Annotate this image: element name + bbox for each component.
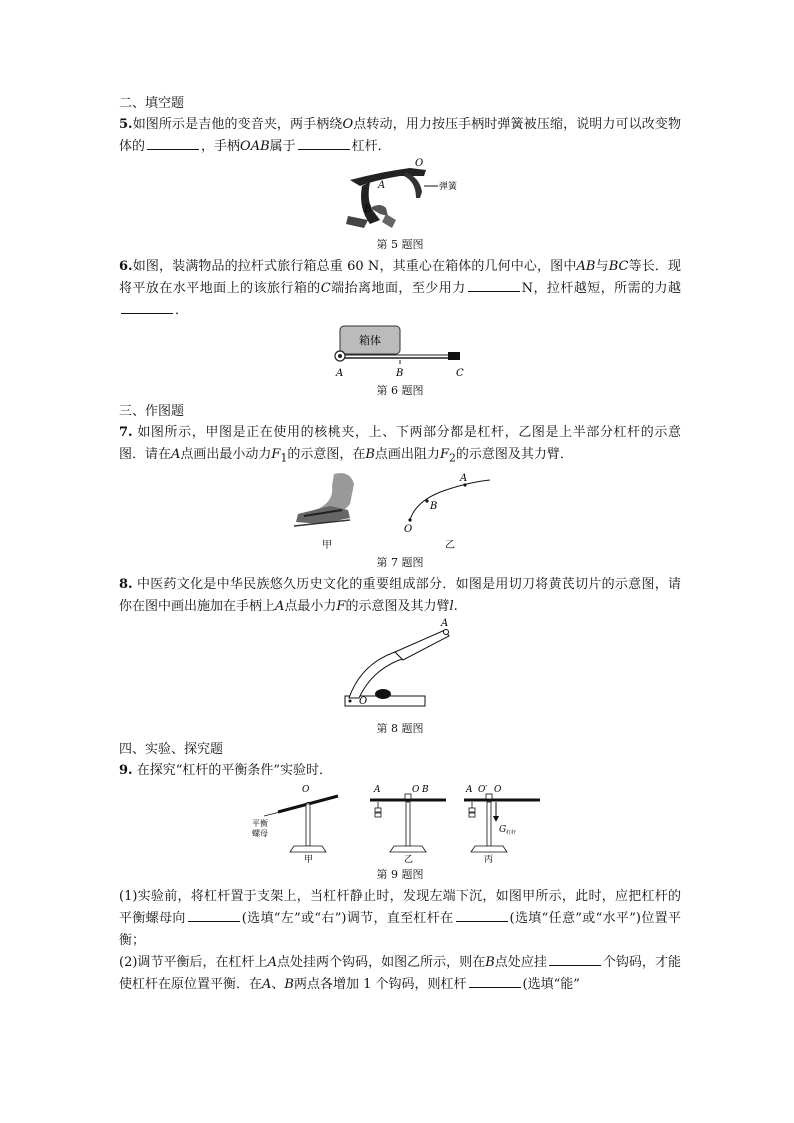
- question-9-part-1: (1)实验前，将杠杆置于支架上，当杠杆静止时，发现左端下沉，如图甲所示，此时，应把杠杆的平衡螺母向 (选填“左”或“右”)调节，直至杠杆在 (选填“任意”或“水平”)位置平衡；: [119, 888, 681, 948]
- question-5: 5.如图所示是吉他的变音夹，两手柄绕O点转动，用力按压手柄时弹簧被压缩，说明力可以改变物体的 ，手柄OAB属于 杠杆．: [119, 117, 681, 154]
- label-B: B: [430, 500, 438, 512]
- question-7: 7. 如图所示，甲图是正在使用的核桃夹，上、下两部分都是杠杆，乙图是上半部分杠杆的示意图．请在A点画出最小动力$F_1$的示意图，在B点画出阻力$F_2$的示意图及其力臂．: [119, 425, 681, 465]
- label-C: C: [456, 368, 464, 379]
- section-fill-in: 二、填空题: [119, 96, 185, 111]
- label-O-jia: O: [302, 784, 310, 795]
- label-jia: 甲: [322, 539, 332, 551]
- label-yi: 乙: [445, 539, 455, 551]
- label-A-bing: A: [466, 784, 473, 795]
- figure-5: [119, 158, 681, 234]
- caption-6: 第 6 题图: [376, 384, 424, 397]
- label-Oprime-bing: O′: [478, 784, 488, 795]
- label-O-yi: O: [412, 784, 420, 795]
- label-A: A: [378, 180, 386, 191]
- herb-cutter-figure: [325, 618, 475, 718]
- figure-6: [119, 322, 681, 380]
- worksheet: [119, 94, 681, 996]
- question-9: 9. 在探究“杠杆的平衡条件”实验时．: [119, 762, 333, 778]
- q6-blank-1[interactable]: [468, 279, 520, 292]
- nutcracker-figure: [290, 470, 510, 552]
- caption-5: 第 5 题图: [376, 238, 424, 251]
- figure-7: [119, 470, 681, 552]
- label-O-bing: O: [494, 784, 502, 795]
- label-B: B: [396, 368, 404, 379]
- label-O: O: [415, 158, 424, 169]
- q7-number: 7.: [119, 425, 133, 440]
- caption-8: 第 8 题图: [376, 721, 424, 735]
- q9-blank-1[interactable]: [188, 909, 240, 922]
- lever-experiment-figure: [250, 782, 550, 864]
- section-drawing: 三、作图题: [119, 404, 185, 419]
- section-experiment: 四、实验、探究题: [119, 741, 224, 757]
- label-B-yi: B: [422, 784, 429, 795]
- q6-number: 6.: [119, 259, 133, 274]
- q5-blank-2[interactable]: [298, 137, 350, 150]
- label-A: A: [441, 617, 449, 629]
- label-nut-1: 平衡: [252, 818, 268, 828]
- label-B: B: [364, 204, 372, 215]
- label-spring: 弹簧: [439, 182, 458, 192]
- q8-number: 8.: [119, 576, 133, 592]
- question-6: 6.如图，装满物品的拉杆式旅行箱总重 60 N，其重心在箱体的几何中心，图中AB与BC等长．现将平放在水平地面上的该旅行箱的C端抬离地面，至少用力 N，拉杆越短，所需的力越．: [119, 259, 681, 318]
- figure-8: [119, 618, 681, 718]
- label-bing: 丙: [484, 854, 494, 864]
- label-box: 箱体: [359, 334, 381, 347]
- q9-number: 9.: [119, 762, 133, 778]
- label-O: O: [359, 695, 368, 707]
- q5-blank-1[interactable]: [147, 137, 199, 150]
- label-A: A: [460, 472, 468, 484]
- label-G: G: [499, 824, 507, 835]
- q6-blank-2[interactable]: [121, 301, 173, 314]
- q9-blank-2[interactable]: [456, 909, 508, 922]
- label-jia: 甲: [304, 854, 314, 864]
- label-A: A: [336, 368, 344, 379]
- q9-blank-4[interactable]: [469, 975, 521, 988]
- label-G-sub: 杠杆: [506, 829, 517, 836]
- q5-number: 5.: [119, 117, 133, 132]
- question-8: 8. 中医药文化是中华民族悠久历史文化的重要组成部分．如图是用切刀将黄芪切片的示意图，请你在图中画出施加在手柄上A点最小力F的示意图及其力臂l.: [119, 576, 681, 614]
- label-nut-2: 螺母: [252, 828, 268, 838]
- figure-9: [119, 782, 681, 864]
- guitar-capo-figure: [340, 158, 460, 234]
- label-A-yi: A: [374, 784, 381, 795]
- label-O: O: [404, 523, 413, 535]
- caption-9: 第 9 题图: [376, 867, 424, 881]
- question-9-part-2: (2)调节平衡后，在杠杆上A点处挂两个钩码，如图乙所示，则在B点处应挂 个钩码，才能使杠杆在原位置平衡．在A、B两点各增加 1 个钩码，则杠杆 (选填“能”: [119, 954, 681, 992]
- label-yi: 乙: [404, 854, 414, 864]
- suitcase-figure: [330, 322, 470, 380]
- caption-7: 第 7 题图: [376, 555, 424, 569]
- q9-blank-3[interactable]: [549, 953, 601, 966]
